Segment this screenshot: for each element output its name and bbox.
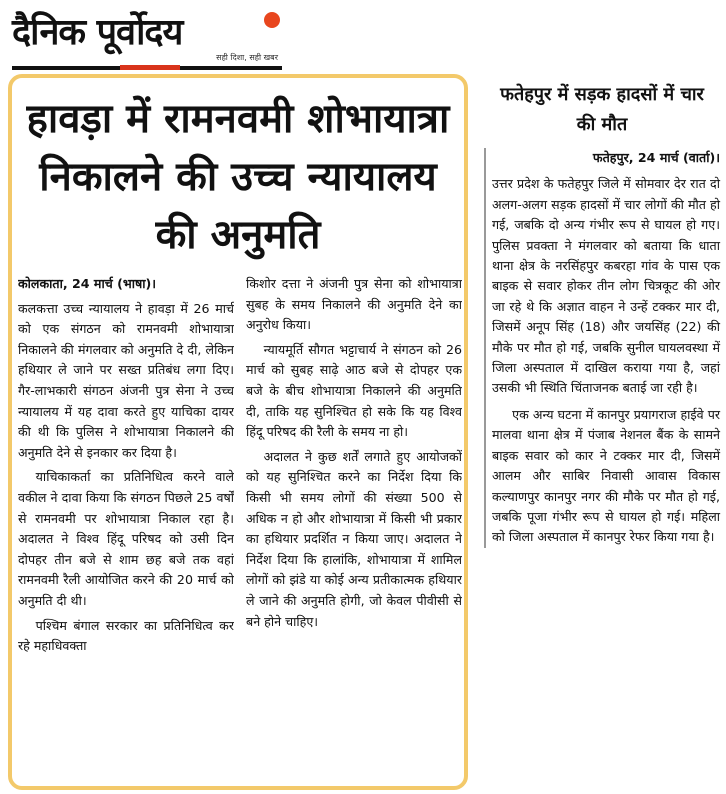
masthead-underline bbox=[12, 66, 282, 70]
article-fatehpur bbox=[484, 78, 720, 790]
article-howrah-paragraph: याचिकाकर्ता का प्रतिनिधित्व करने वाले वकील ने दावा किया कि संगठन पिछले 25 वर्षों से रामनवमी पर शोभायात्रा निकाल रहा है। अदालत ने विश्व हिंदू परिषद को उसी दिन दोपहर तीन बजे से शाम छह बजे तक वहां रामनवमी रैली आयोजित करने की 20 मार्च को अनुमति दी थी। bbox=[18, 469, 234, 608]
article-fatehpur-paragraph: उत्तर प्रदेश के फतेहपुर जिले में सोमवार देर रात दो अलग-अलग सड़क हादसों में चार लोगों की मौत हो गई, जबकि दो अन्य गंभीर रूप से घायल हो गए। पुलिस प्रवक्ता ने मंगलवार को बताया कि धाता थाना क्षेत्र के नरसिंहपुर कबरहा गांव के पास एक बाइक से सवार होकर तीन लोग चित्रकूट की ओर जा रहे थे कि अज्ञात वाहन ने उन्हें टक्कर मार दी, जिसमें अनूप सिंह (18) और जयसिंह (22) की मौके पर मौत हो गई, जबकि सुनील घायलवस्था में जिला अस्पताल में दाखिल कराया गया है, जहां उसकी भी स्थिति चिंताजनक बताई जा रही है। bbox=[492, 176, 720, 396]
logo-sun-icon bbox=[264, 12, 280, 28]
article-howrah-column-2 bbox=[246, 274, 462, 786]
article-fatehpur-dateline: फतेहपुर, 24 मार्च (वार्ता)। bbox=[592, 150, 720, 165]
article-fatehpur-body bbox=[484, 148, 720, 548]
article-howrah-paragraph: पश्चिम बंगाल सरकार का प्रतिनिधित्व कर रहे महाधिवक्ता bbox=[18, 617, 234, 654]
article-howrah bbox=[8, 74, 468, 790]
article-howrah-headline: हावड़ा में रामनवमी शोभायात्रा निकालने की उच्च न्यायालय की अनुमति bbox=[26, 96, 450, 258]
article-howrah-paragraph: किशोर दत्ता ने अंजनी पुत्र सेना को शोभायात्रा सुबह के समय निकालने की अनुमति देने का अनुरोध किया। bbox=[246, 276, 462, 333]
masthead-logo bbox=[12, 4, 282, 70]
article-howrah-paragraph: अदालत ने कुछ शर्तें लगाते हुए आयोजकों को यह सुनिश्चित करने का निर्देश दिया कि किसी भी समय लोगों की संख्या 500 से अधिक न हो और शोभायात्रा में किसी भी प्रकार का हथियार प्रदर्शित न किया जाए। अदालत ने निर्देश दिया कि हालांकि, शोभायात्रा में शामिल लोगों को झंडे या कोई अन्य प्रतीकात्मक हथियार ले जाने की अनुमति होगी, जो केवल पीवीसी से बने होने चाहिए। bbox=[246, 448, 462, 629]
article-howrah-paragraph: न्यायमूर्ति सौगत भट्टाचार्य ने संगठन को 26 मार्च को सुबह साढ़े आठ बजे से दोपहर एक बजे के बीच शोभायात्रा निकालने की अनुमति दी, ताकि यह सुनिश्चित हो सके कि यह विश्व हिंदू परिषद की रैली के समय ना हो। bbox=[246, 341, 462, 440]
article-howrah-body bbox=[18, 274, 462, 786]
article-howrah-paragraph: कलकत्ता उच्च न्यायालय ने हावड़ा में 26 मार्च को एक संगठन को रामनवमी शोभायात्रा निकालने की मंगलवार को अनुमति दे दी, लेकिन हथियार ले जाने पर सख्त प्रतिबंध लगा दिए। गैर-लाभकारी संगठन अंजनी पुत्र सेना ने उच्च न्यायालय में यह दावा करते हुए याचिका दायर की थी कि पुलिस ने शोभायात्रा निकालने की अनुमति देने से इनकार कर दिया है। bbox=[18, 300, 234, 460]
article-howrah-dateline: कोलकाता, 24 मार्च (भाषा)। bbox=[18, 276, 157, 291]
newspaper-tagline: सही दिशा, सही खबर bbox=[216, 53, 278, 62]
newspaper-name: दैनिक पूर्वोदय bbox=[12, 12, 183, 53]
article-fatehpur-headline: फतेहपुर में सड़क हादसों में चार की मौत bbox=[500, 84, 704, 135]
article-fatehpur-paragraph: एक अन्य घटना में कानपुर प्रयागराज हाईवे पर मालवा थाना क्षेत्र में पंजाब नेशनल बैंक के सामने बाइक सवार को कार ने टक्कर मार दी, जिसमें आलम और साबिर निवासी आवास विकास कल्याणपुर कानपुर नगर की मौके पर मौत हो गई, जबकि पूजा गंभीर रूप से घायल हो गई। महिला को जिला अस्पताल में कानपुर रेफर किया गया है। bbox=[492, 406, 720, 545]
article-howrah-column-1 bbox=[18, 274, 234, 786]
